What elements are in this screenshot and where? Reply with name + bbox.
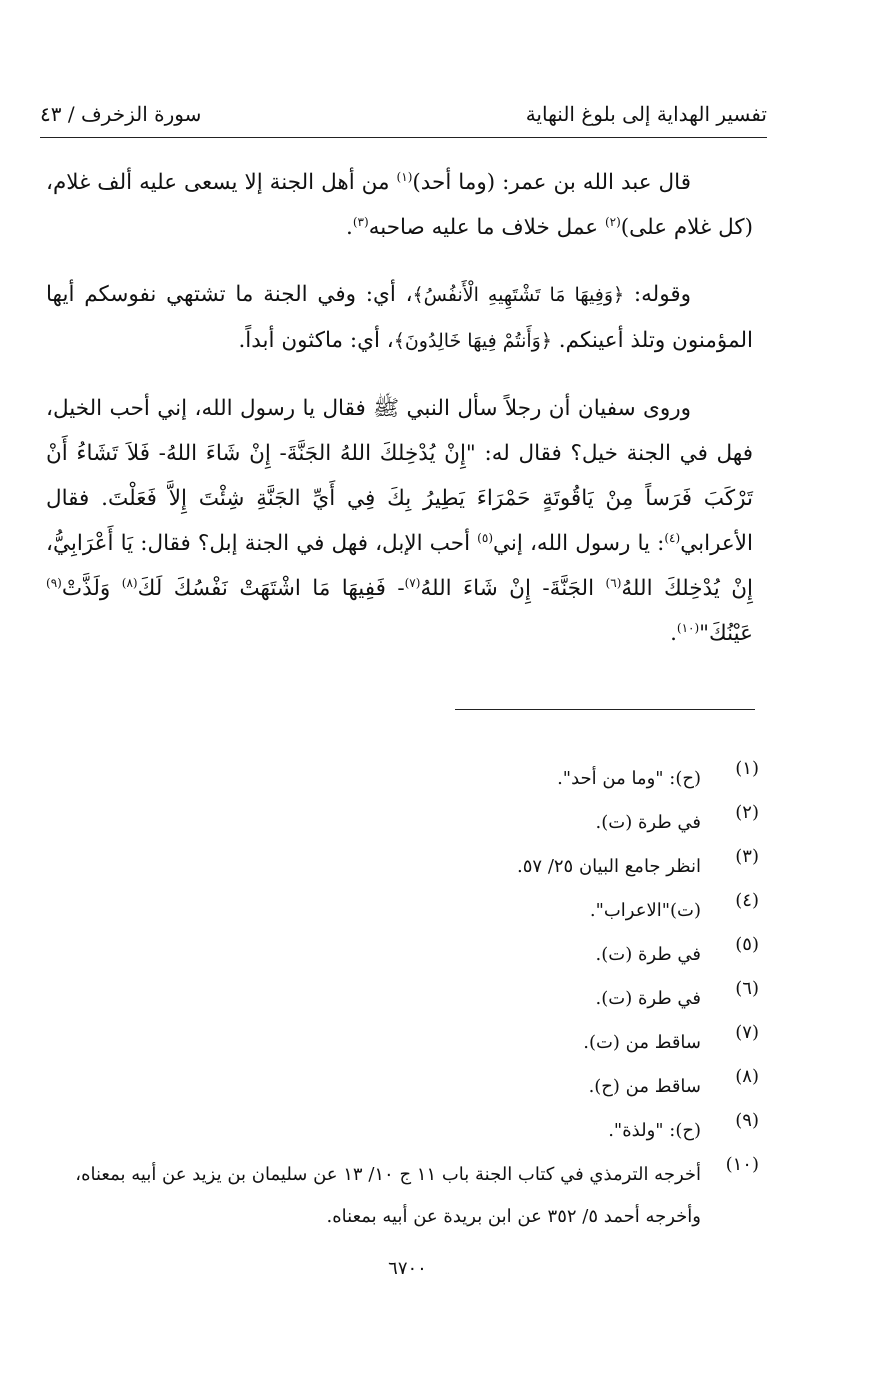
footnote-text: ساقط من (ت). [583,1032,701,1053]
text-run: وقوله: [624,282,691,307]
footnote-item [46,1110,759,1154]
text-run: الجَنَّةَ- إِنْ شَاءَ اللهُ [420,576,606,601]
footnote-ref-1[interactable]: (١) [396,169,413,184]
footnote-item [46,1066,759,1110]
text-run: من أهل الجنة إلا يسعى عليه ألف غلام، (كل غلام على) [46,170,753,240]
footnote-item [46,846,759,890]
text-run: . [670,621,677,646]
footnote-ref-10[interactable]: (١٠) [676,620,700,635]
text-run: ، أي: وفي الجنة ما تشتهي نفوسكم أيها المؤمنون وتلذ أعينكم. [46,282,753,353]
text-run: وَلَذَّتْ [61,576,122,601]
footnote-text: ساقط من (ح). [588,1076,701,1097]
book-title: تفسير الهداية إلى بلوغ النهاية [525,102,767,126]
main-text [46,160,753,678]
footnote-number: (٨) [735,1066,759,1087]
footnote-number: (٥) [735,934,759,955]
footnote-ref-7[interactable]: (٧) [404,575,421,590]
running-header [40,92,767,126]
footnote-number: (٦) [735,978,759,999]
footnote-ref-4[interactable]: (٤) [664,530,681,545]
footnote-text: (ح): "وما من أحد". [557,768,701,789]
footnote-item [46,802,759,846]
footnote-number: (٣) [735,846,759,867]
footnote-text: (ح): "ولذة". [608,1120,701,1141]
text-run: قال عبد الله بن عمر: (وما أحد) [412,170,692,195]
paragraph-2 [46,272,753,364]
footnote-number: (٧) [735,1022,759,1043]
footnote-number: (٩) [735,1110,759,1131]
text-run: عمل خلاف ما عليه صاحبه [368,215,605,240]
text-run: . [346,215,353,240]
text-run: ، أي: ماكثون أبداً. [238,328,394,353]
footnote-number: (١٠) [725,1154,759,1175]
footnote-number: (٤) [735,890,759,911]
footnote-ref-5[interactable]: (٥) [477,530,493,545]
footnote-ref-2[interactable]: (٢) [604,214,621,229]
text-run: : يا رسول الله، إني [493,531,665,556]
header-divider [40,137,767,138]
footnote-item [46,1022,759,1066]
footnote-item [46,934,759,978]
text-run: - فَفِيهَا مَا اشْتَهَتْ نَفْسُكَ لَكَ [137,576,405,601]
text-run: عَيْنُكَ" [699,621,753,646]
footnote-item [46,978,759,1022]
text-run: أحب الإبل، فهل في الجنة إبل؟ فقال: يَا أَعْرَابِيُّ، إِنْ يُدْخِلكَ اللهُ [46,531,754,601]
footnote-item [46,890,759,934]
quran-verse-1: ﴿وَفِيهَا مَا تَشْتَهِيهِ الْأَنفُسُ﴾ [412,284,625,306]
footnotes-list [46,758,759,1238]
footnote-text: في طرة (ت). [595,812,701,833]
quran-verse-2: ﴿وَأَنتُمْ فِيهَا خَالِدُونَ﴾ [393,330,552,352]
footnote-ref-6[interactable]: (٦) [605,575,622,590]
footnote-divider [455,709,755,710]
footnote-text: في طرة (ت). [595,944,701,965]
footnote-ref-3[interactable]: (٣) [352,214,369,229]
footnote-text: أخرجه الترمذي في كتاب الجنة باب ١١ ج ١٠/ ١٣ عن سليمان بن يزيد عن أبيه بمعناه، وأخرجه أحمد ٥/ ٣٥٢ عن ابن بريدة عن أبيه بمعناه. [75,1164,701,1227]
footnote-text: في طرة (ت). [595,988,701,1009]
page-number: ٦٧٠٠ [388,1258,427,1279]
footnote-ref-9[interactable]: (٩) [46,575,62,590]
text-run: وروى سفيان أن رجلاً سأل النبي ﷺ فقال يا رسول الله، إني أحب الخيل، فهل في الجنة خيل؟ فقال له: "إِنْ يُدْخِلكَ اللهُ الجَنَّةَ- إِنْ شَاءَ اللهُ- فَلاَ تَشَاءُ أَنْ تَرْكَبَ فَرَساً مِنْ يَاقُوتَةٍ حَمْرَاءَ يَطِيرُ بِكَ فِي أَيِّ الجَنَّةِ شِئْتَ إِلاَّ فَعَلْتَ. فقال الأعرابي [46,396,753,556]
paragraph-1 [46,160,753,250]
paragraph-3 [46,386,753,656]
footnote-number: (٢) [735,802,759,823]
surah-label: سورة الزخرف / ٤٣ [40,102,202,126]
footnote-item [46,1154,759,1238]
footnote-ref-8[interactable]: (٨) [121,575,138,590]
footnote-item [46,758,759,802]
footnote-number: (١) [735,758,759,779]
footnote-text: (ت)"الاعراب". [589,900,701,921]
footnote-text: انظر جامع البيان ٢٥/ ٥٧. [517,856,701,877]
